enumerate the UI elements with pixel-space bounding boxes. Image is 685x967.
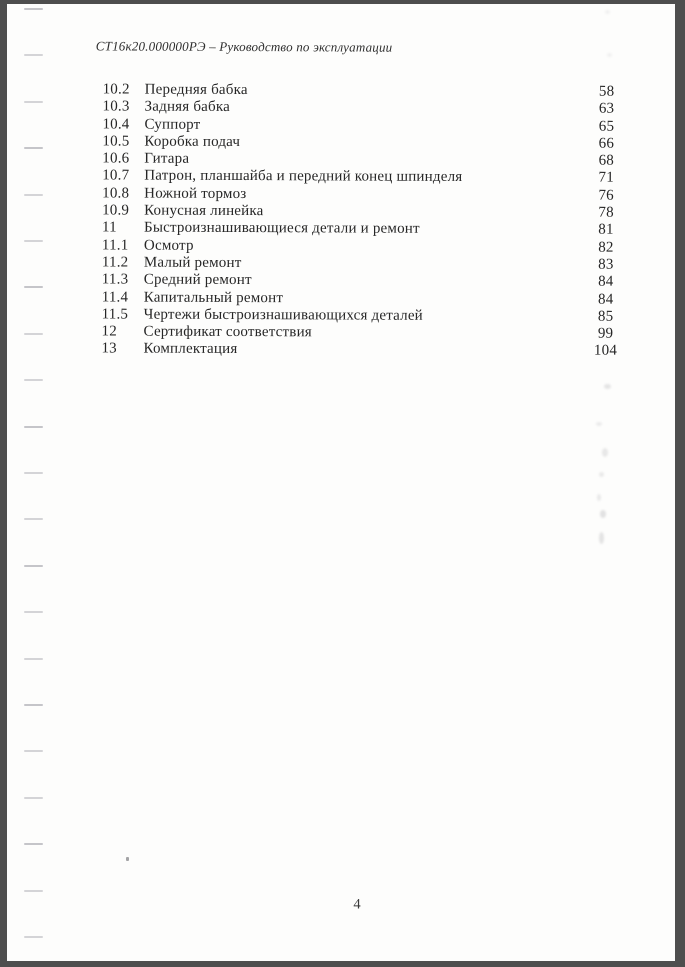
toc-entry-number: 10.8: [102, 185, 130, 202]
toc-entry-number: 11: [101, 219, 117, 236]
toc-entry-title: Чертежи быстроизнашивающихся деталей: [143, 306, 423, 324]
toc-entry-number: 11.4: [101, 288, 129, 306]
toc-entry-page: 68: [598, 152, 615, 169]
toc-entry-number: 11.2: [101, 254, 129, 271]
toc-entry-page: 84: [597, 291, 614, 308]
toc-entry-number: 10.6: [102, 150, 130, 167]
document-page: [7, 4, 675, 961]
toc-entry-number: 11.1: [101, 237, 129, 254]
toc-entry-title: Сертификат соответствия: [143, 323, 312, 341]
toc-entry-page: 104: [593, 343, 618, 360]
toc-entry-title: Коробка подач: [144, 133, 241, 150]
toc-entry-page: 71: [598, 170, 614, 187]
toc-entry-page: 66: [598, 135, 615, 152]
toc-entry-page: 81: [598, 221, 614, 239]
toc-entry-title: Гитара: [144, 150, 190, 167]
toc-entry-number: 10.4: [102, 116, 130, 133]
toc-entry-title: Капитальный ремонт: [143, 289, 284, 306]
toc-entry-title: Патрон, планшайба и передний конец шпинделя: [144, 168, 463, 186]
toc-entry-number: 10.5: [102, 133, 130, 150]
toc-entry-page: 84: [598, 273, 614, 290]
toc-entry-title: Суппорт: [144, 116, 201, 133]
toc-entry-page: 99: [597, 325, 614, 342]
toc-entry-page: 58: [598, 83, 615, 100]
page-content: [3, 4, 675, 964]
toc-entry-number: 10.7: [102, 167, 130, 185]
toc-entry-page: 76: [598, 187, 614, 204]
toc-entry-number: 10.3: [102, 98, 130, 115]
toc-entry-page: 78: [598, 204, 614, 221]
toc-entry-page: 83: [598, 256, 614, 273]
toc-entry-title: Малый ремонт: [143, 254, 242, 271]
toc-entry-title: Комплектация: [143, 341, 238, 358]
toc-entry-number: 11.3: [101, 271, 129, 288]
toc-entry-page: 63: [598, 100, 615, 117]
document-header-title: СТ16к20.000000РЭ – Руководство по эксплуатации: [95, 38, 393, 55]
toc-entry-title: Осмотр: [143, 237, 194, 254]
toc-entry-page: 82: [598, 239, 614, 256]
toc-entry-number: 11.5: [101, 306, 129, 323]
footer-page-number: 4: [353, 896, 361, 913]
toc-entry-number: 12: [101, 323, 118, 340]
toc-entry-title: Ножной тормоз: [144, 185, 247, 202]
toc-entry-page: 65: [598, 118, 615, 135]
toc-entry-number: 13: [101, 340, 117, 357]
toc-entry-title: Быстроизнашивающиеся детали и ремонт: [143, 219, 420, 238]
toc-entry-title: Средний ремонт: [143, 271, 252, 289]
toc-entry-title: Задняя бабка: [144, 98, 231, 116]
toc-entry-number: 10.2: [102, 81, 130, 98]
toc-entry-page: 85: [597, 308, 614, 325]
toc-entry-title: Передняя бабка: [144, 81, 248, 99]
toc-entry-number: 10.9: [102, 202, 130, 219]
toc-entry-title: Конусная линейка: [144, 202, 264, 220]
toc: [101, 81, 636, 360]
toc-row: [101, 341, 635, 361]
